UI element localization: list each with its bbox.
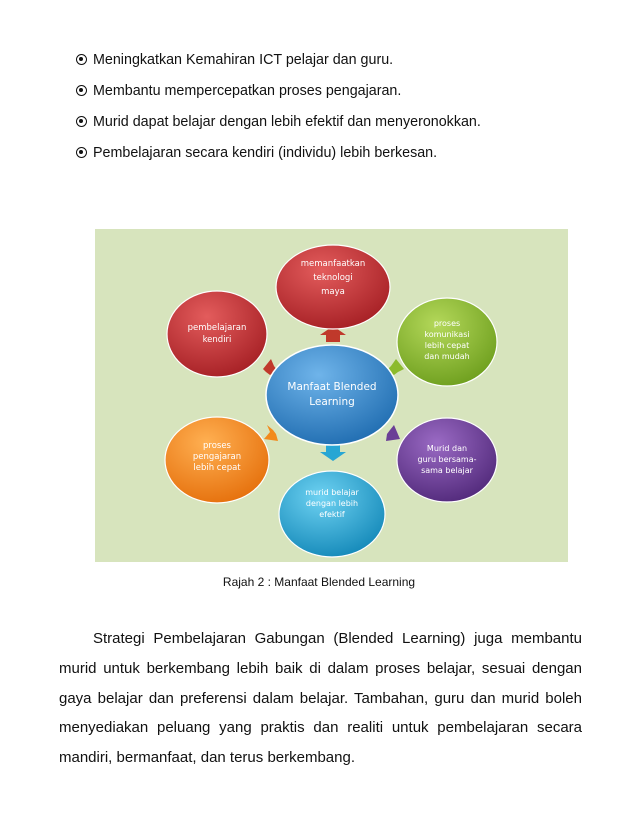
node-label-line: lebih cepat (424, 341, 470, 350)
blended-learning-diagram (95, 229, 568, 562)
node-label-line: pembelajaran (187, 323, 247, 333)
node-label-line: dengan lebih (305, 499, 359, 508)
node-label-line: sama belajar (421, 466, 473, 475)
figure-caption: Rajah 2 : Manfaat Blended Learning (222, 575, 416, 589)
bullet-list (76, 44, 616, 168)
node-top-left (167, 291, 267, 377)
node-bottom-right (397, 418, 497, 502)
arrow-to-node-bottom (320, 445, 346, 461)
center-label-line: Learning (309, 396, 355, 408)
node-label-line: teknologi (313, 273, 353, 283)
center-node (266, 345, 398, 445)
bullet-item (76, 75, 616, 106)
node-label-line: proses (433, 319, 461, 328)
bullet-item (76, 106, 616, 137)
bullet-item (76, 44, 616, 75)
diagram-canvas (95, 229, 568, 562)
arrow-to-node-bottom-left (264, 425, 278, 441)
node-label-line: murid belajar (305, 488, 359, 497)
bullet-circle-icon (76, 85, 87, 96)
node-label-line: pengajaran (192, 452, 242, 462)
bullet-text: Pembelajaran secara kendiri (individu) lebih berkesan. (93, 144, 438, 161)
node-label-line: komunikasi (424, 330, 470, 339)
node-label-line: efektif (319, 510, 345, 519)
node-label-line: kendiri (202, 335, 232, 345)
bullet-text: Membantu mempercepatkan proses pengajaran. (93, 82, 402, 99)
node-top-right (397, 298, 497, 386)
node-label-line: maya (321, 287, 345, 297)
node-label-line: Murid dan (426, 444, 468, 453)
bullet-circle-icon (76, 116, 87, 127)
center-label-line: Manfaat Blended (287, 381, 377, 393)
node-top (276, 245, 390, 329)
node-label-line: guru bersama- (417, 455, 477, 464)
node-label-line: proses (203, 441, 231, 451)
bullet-circle-icon (76, 54, 87, 65)
bullet-circle-icon (76, 147, 87, 158)
arrow-to-node-bottom-right (386, 425, 400, 441)
bullet-item (76, 137, 616, 168)
node-label-line: lebih cepat (193, 463, 241, 473)
node-bottom-left (165, 417, 269, 503)
node-bottom (279, 471, 385, 557)
node-label-line: dan mudah (424, 352, 470, 361)
node-label-line: memanfaatkan (300, 259, 366, 269)
bullet-text: Murid dapat belajar dengan lebih efektif dan menyeronokkan. (93, 113, 481, 130)
body-paragraph: Strategi Pembelajaran Gabungan (Blended Learning) juga membantu murid untuk berkembang lebih baik di dalam proses belajar, sesuai dengan gaya belajar dan preferensi dalam belajar. Tambahan, guru dan murid boleh menyediakan peluang yang praktis dan realiti untuk pembelajaran secara mandiri, bermanfaat, dan terus berkembang. (59, 630, 582, 767)
bullet-text: Meningkatkan Kemahiran ICT pelajar dan guru. (93, 51, 394, 68)
